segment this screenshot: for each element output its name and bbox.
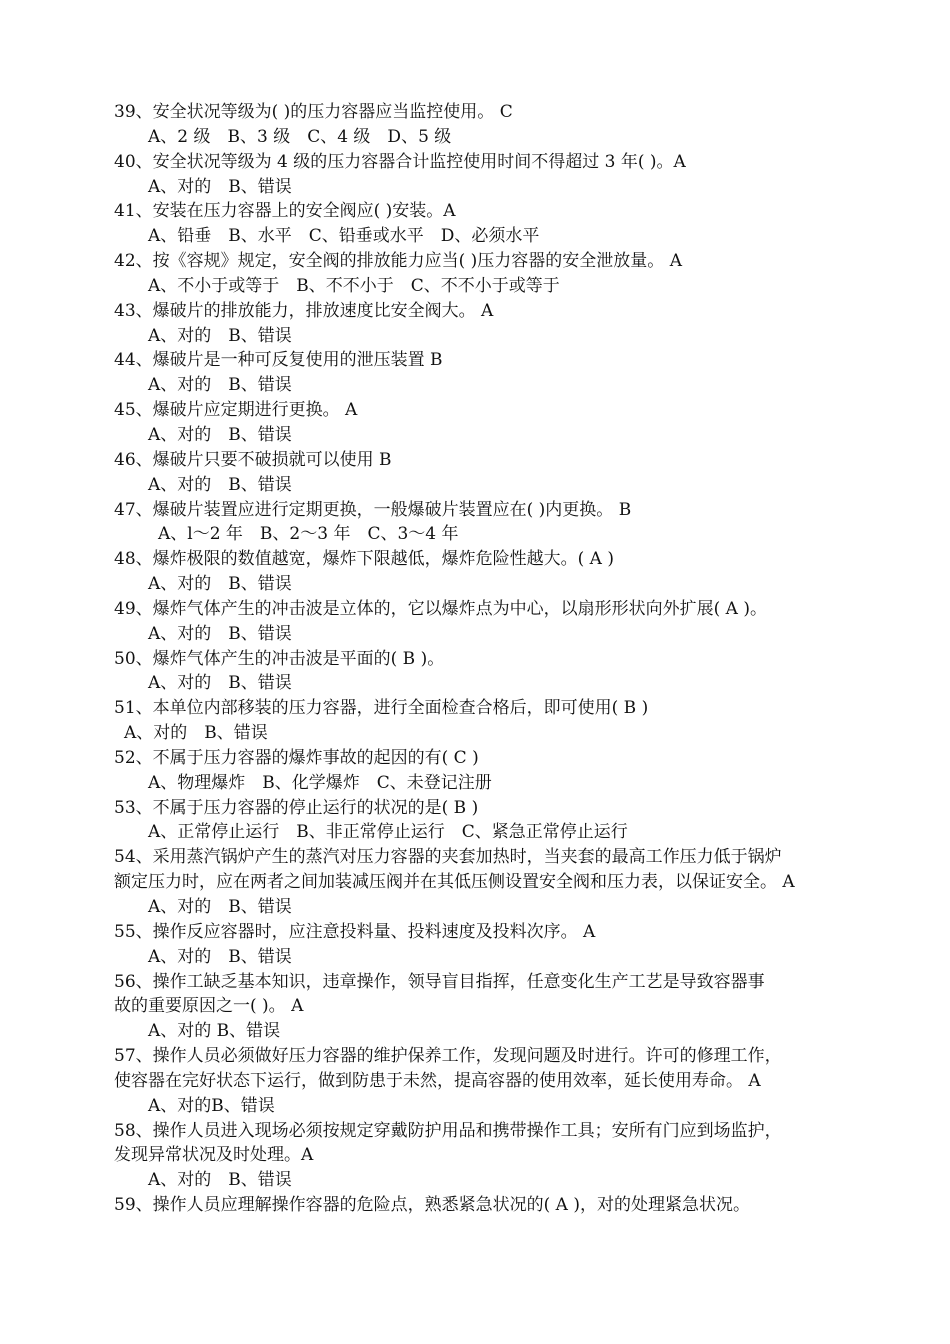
question-48: 48、爆炸极限的数值越宽，爆炸下限越低，爆炸危险性越大。( A ) bbox=[114, 549, 614, 570]
question-list bbox=[114, 100, 854, 1218]
options-39: A、2 级 B、3 级 C、4 级 D、5 级 bbox=[148, 126, 452, 147]
options-46: A、对的 B、错误 bbox=[148, 474, 292, 495]
options-43: A、对的 B、错误 bbox=[148, 325, 292, 346]
question-42: 42、按《容规》规定，安全阀的排放能力应当( )压力容器的安全泄放量。 A bbox=[114, 251, 682, 272]
options-48: A、对的 B、错误 bbox=[148, 574, 292, 595]
options-54: A、对的 B、错误 bbox=[148, 897, 292, 917]
options-49: A、对的 B、错误 bbox=[148, 623, 292, 644]
options-45: A、对的 B、错误 bbox=[148, 424, 292, 445]
options-52: A、物理爆炸 B、化学爆炸 C、未登记注册 bbox=[148, 772, 492, 793]
question-52: 52、不属于压力容器的爆炸事故的起因的有( C ) bbox=[114, 747, 479, 768]
options-53: A、正常停止运行 B、非正常停止运行 C、紧急正常停止运行 bbox=[148, 822, 628, 843]
options-47: A、l～2 年 B、2～3 年 C、3～4 年 bbox=[158, 524, 459, 545]
options-55: A、对的 B、错误 bbox=[148, 946, 292, 967]
question-43: 43、爆破片的排放能力，排放速度比安全阀大。 A bbox=[114, 300, 494, 321]
question-56: 56、操作工缺乏基本知识，违章操作，领导盲目指挥，任意变化生产工艺是导致容器事 bbox=[114, 971, 765, 992]
options-50: A、对的 B、错误 bbox=[148, 673, 292, 694]
question-57: 57、操作人员必须做好压力容器的维护保养工作，发现问题及时进行。许可的修理工作， bbox=[114, 1046, 782, 1067]
options-51: A、对的 B、错误 bbox=[124, 723, 268, 744]
question-54: 54、采用蒸汽锅炉产生的蒸汽对压力容器的夹套加热时，当夹套的最高工作压力低于锅炉 bbox=[114, 847, 782, 868]
options-40: A、对的 B、错误 bbox=[148, 176, 292, 197]
question-49: 49、爆炸气体产生的冲击波是立体的，它以爆炸点为中心，以扇形形状向外扩展( A )。 bbox=[114, 598, 767, 619]
question-50: 50、爆炸气体产生的冲击波是平面的( B )。 bbox=[114, 648, 445, 669]
question-45: 45、爆破片应定期进行更换。 A bbox=[114, 400, 358, 421]
question-46: 46、爆破片只要不破损就可以使用 B bbox=[114, 449, 392, 470]
question-57-continued: 使容器在完好状态下运行，做到防患于未然，提高容器的使用效率，延长使用寿命。 A bbox=[114, 1070, 761, 1091]
question-59: 59、操作人员应理解操作容器的危险点，熟悉紧急状况的( A )，对的处理紧急状况。 bbox=[114, 1195, 750, 1216]
question-47: 47、爆破片装置应进行定期更换，一般爆破片装置应在( )内更换。 B bbox=[114, 499, 632, 520]
question-58-continued: 发现异常状况及时处理。A bbox=[114, 1145, 314, 1166]
options-44: A、对的 B、错误 bbox=[148, 375, 292, 396]
question-55: 55、操作反应容器时，应注意投料量、投料速度及投料次序。 A bbox=[114, 921, 596, 942]
options-58: A、对的 B、错误 bbox=[148, 1170, 292, 1191]
options-57: A、对的B、错误 bbox=[148, 1095, 275, 1116]
question-40: 40、安全状况等级为 4 级的压力容器合计监控使用时间不得超过 3 年( )。A bbox=[114, 151, 686, 172]
options-56: A、对的 B、错误 bbox=[148, 1021, 281, 1042]
question-56-continued: 故的重要原因之一( )。 A bbox=[114, 996, 304, 1017]
question-54-continued: 额定压力时，应在两者之间加装减压阀并在其低压侧设置安全阀和压力表，以保证安全。 A bbox=[114, 872, 795, 893]
question-44: 44、爆破片是一种可反复使用的泄压装置 B bbox=[114, 350, 443, 371]
question-41: 41、安装在压力容器上的安全阀应( )安装。A bbox=[114, 201, 456, 222]
options-42: A、不小于或等于 B、不不小于 C、不不小于或等于 bbox=[148, 275, 560, 296]
question-53: 53、不属于压力容器的停止运行的状况的是( B ) bbox=[114, 797, 479, 818]
question-51: 51、本单位内部移装的压力容器，进行全面检查合格后，即可使用( B ) bbox=[114, 698, 649, 719]
question-39: 39、安全状况等级为( )的压力容器应当监控使用。 C bbox=[114, 102, 513, 122]
question-58: 58、操作人员进入现场必须按规定穿戴防护用品和携带操作工具；安所有门应到场监护， bbox=[114, 1120, 782, 1141]
options-41: A、铅垂 B、水平 C、铅垂或水平 D、必须水平 bbox=[148, 226, 540, 247]
